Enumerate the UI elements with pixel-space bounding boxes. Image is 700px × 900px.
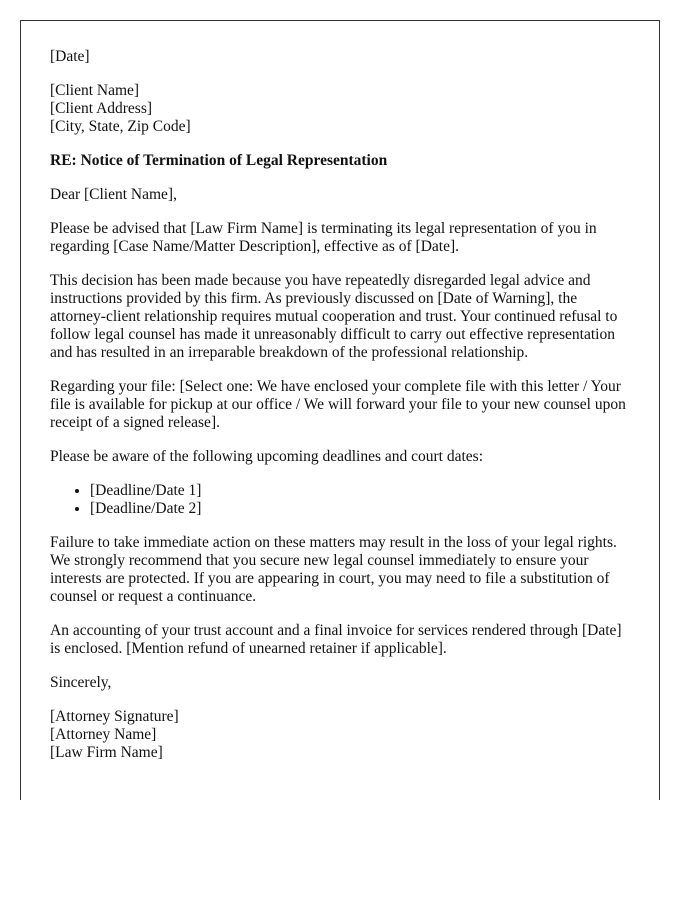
- deadline-item: • [Deadline/Date 1]: [90, 482, 630, 500]
- deadlines-list: [50, 482, 630, 518]
- paragraph-deadlines-intro: Please be aware of the following upcoming deadlines and court dates:: [50, 448, 484, 465]
- recipient-address-block: [50, 82, 630, 136]
- recipient-name: [Client Name]: [50, 82, 140, 99]
- paragraph-reason: This decision has been made because you have repeatedly disregarded legal advice and instructions provided by this firm. As previously discussed on [Date of Warning], the attorney-client relationship requires mutual cooperation and trust. Your continued refusal to follow legal counsel has made it unreasonably difficult to carry out effective representation and has resulted in an irreparable breakdown of the professional relationship.: [50, 272, 618, 361]
- paragraph-termination-notice: Please be advised that [Law Firm Name] is terminating its legal representation of you in regarding [Case Name/Matter Description], effective as of [Date].: [50, 220, 597, 255]
- paragraph-accounting: An accounting of your trust account and a final invoice for services rendered through [Date] is enclosed. [Mention refund of unearned retainer if applicable].: [50, 622, 622, 657]
- attorney-name: [Attorney Name]: [50, 726, 157, 743]
- valediction: Sincerely,: [50, 674, 112, 691]
- signature-block: [50, 708, 630, 762]
- subject-line: RE: Notice of Termination of Legal Representation: [50, 152, 388, 169]
- attorney-signature: [Attorney Signature]: [50, 708, 179, 725]
- recipient-address: [Client Address]: [50, 100, 153, 117]
- recipient-city-state-zip: [City, State, Zip Code]: [50, 118, 191, 135]
- letter-page: [20, 20, 660, 800]
- paragraph-file: Regarding your file: [Select one: We have enclosed your complete file with this letter / Your file is available for pickup at our office / We will forward your file to your new counsel upon receipt of a signed release].: [50, 378, 626, 431]
- letter-body: [50, 48, 630, 778]
- law-firm-name: [Law Firm Name]: [50, 744, 163, 761]
- paragraph-warning: Failure to take immediate action on these matters may result in the loss of your legal rights. We strongly recommend that you secure new legal counsel immediately to ensure your interests are protected. If you are appearing in court, you may need to file a substitution of counsel or request a continuance.: [50, 534, 617, 605]
- salutation: Dear [Client Name],: [50, 186, 177, 203]
- deadline-item: • [Deadline/Date 2]: [90, 500, 630, 518]
- letter-date: [Date]: [50, 48, 90, 65]
